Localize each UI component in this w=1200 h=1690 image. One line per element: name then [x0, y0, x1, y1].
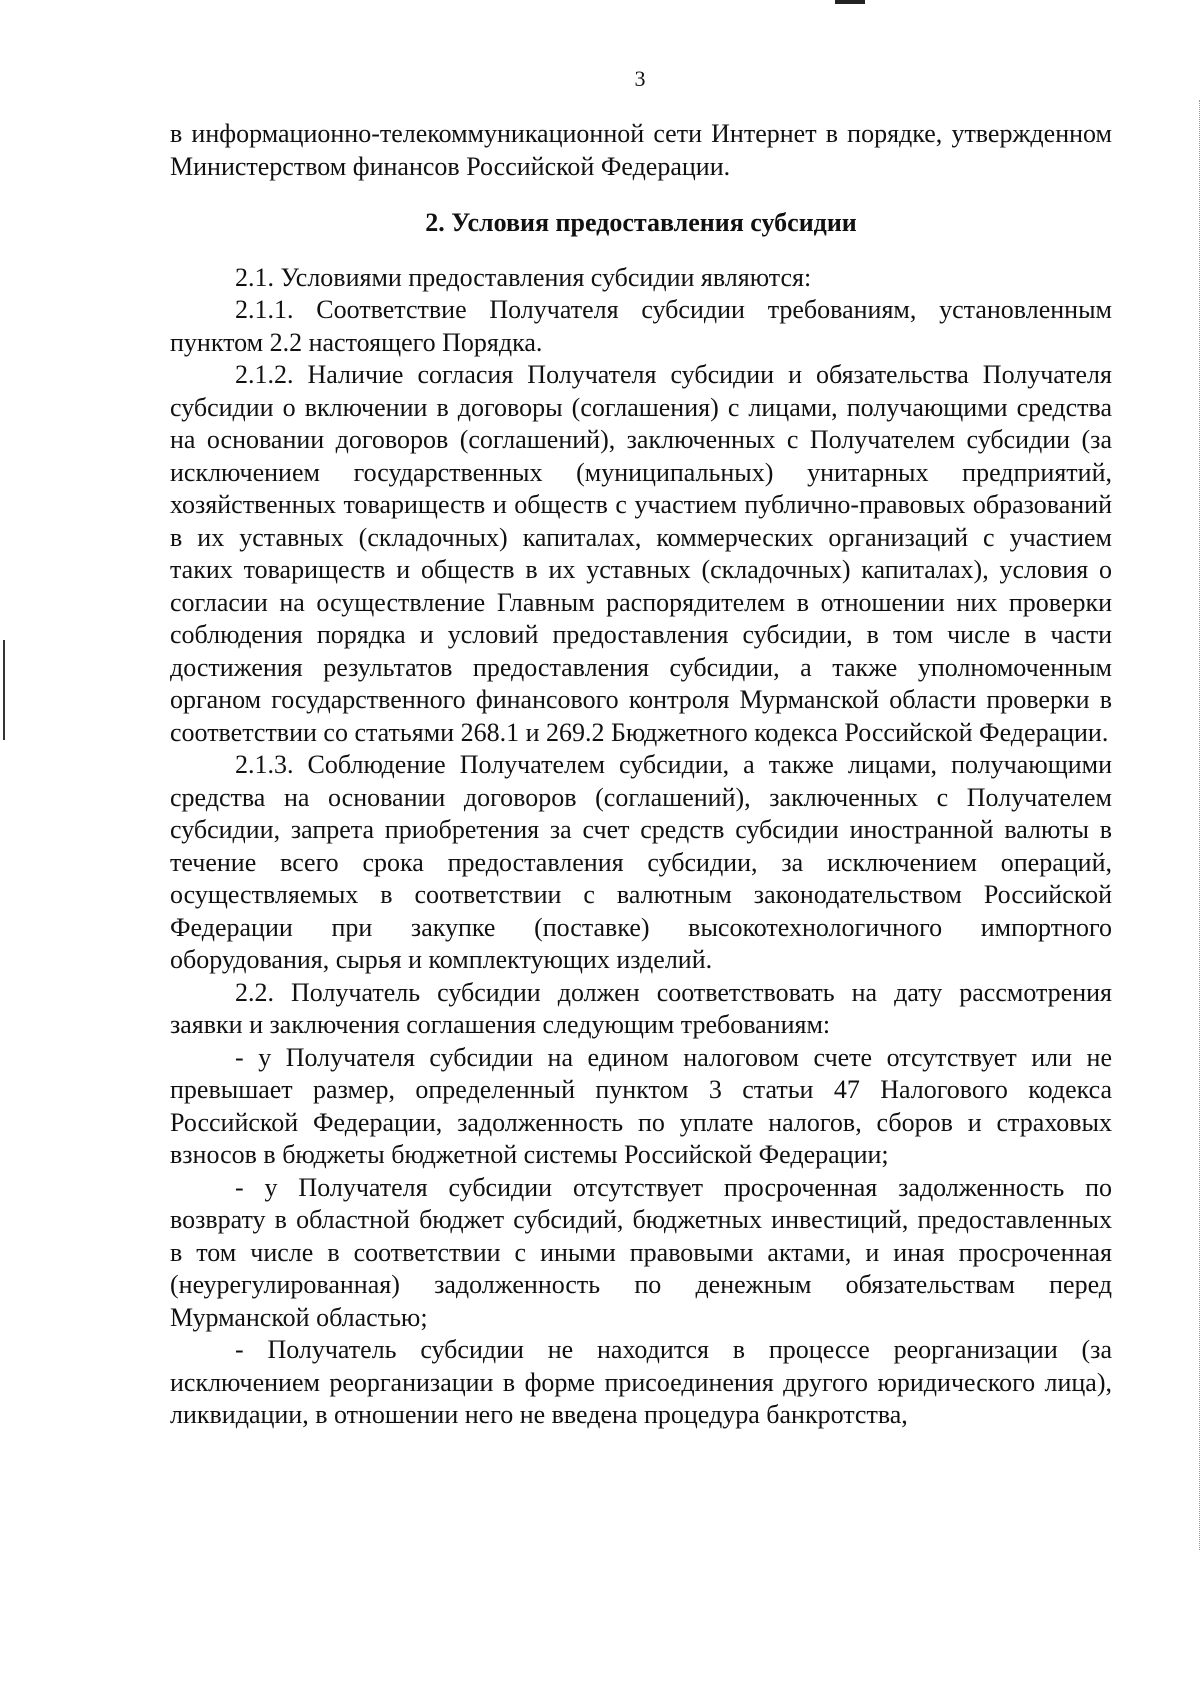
document-body [170, 118, 1112, 1432]
intro-paragraph: в информационно-телекоммуникационной сети Интернет в порядке, утвержденном Министерством финансов Российской Федерации. [170, 119, 1112, 181]
requirement-item-overdue-debt: - у Получателя субсидии отсутствует просроченная задолженность по возврату в областной бюджет субсидий, бюджетных инвестиций, предоставленных в том числе в соответствии с иными правовыми актами, и иная просроченная (неурегулированная) задолженность по денежным обязательствам перед Мурманской областью; [170, 1172, 1112, 1332]
requirement-item-reorganization: - Получатель субсидии не находится в процессе реорганизации (за исключением реорганизации в форме присоединения другого юридического лица), ликвидации, в отношении него не введена процедура банкротства, [170, 1335, 1112, 1429]
paragraph-2-1-1: 2.1.1. Соответствие Получателя субсидии требованиям, установленным пунктом 2.2 настоящего Порядка. [170, 295, 1112, 357]
paragraph-2-1-2: 2.1.2. Наличие согласия Получателя субсидии и обязательства Получателя субсидии о включении в договоры (соглашения) с лицами, получающими средства на основании договоров (соглашений), заключенных с Получателем субсидии (за исключением государственных (муниципальных) унитарных предприятий, хозяйственных товариществ и обществ с участием публично-правовых образований в их уставных (складочных) капиталах, коммерческих организаций с участием таких товариществ и обществ в их уставных (складочных) капиталах), условия о согласии на осуществление Главным распорядителем в отношении них проверки соблюдения порядка и условий предоставления субсидии, в том числе в части достижения результатов предоставления субсидии, а также уполномоченным органом государственного финансового контроля Мурманской области проверки в соответствии со статьями 268.1 и 269.2 Бюджетного кодекса Российской Федерации. [170, 360, 1112, 747]
scan-mark-top [835, 0, 865, 4]
scan-mark-left [3, 640, 5, 740]
page-number: 3 [634, 66, 646, 91]
scan-edge-right [1196, 100, 1200, 1550]
paragraph-2-1-3: 2.1.3. Соблюдение Получателем субсидии, а также лицами, получающими средства на основании договоров (соглашений), заключенных с Получателем субсидии, запрета приобретения за счет средств субсидии иностранной валюты в течение всего срока предоставления субсидии, за исключением операций, осуществляемых в соответствии с валютным законодательством Российской Федерации при закупке (поставке) высокотехнологичного импортного оборудования, сырья и комплектующих изделий. [170, 750, 1112, 974]
paragraph-2-2: 2.2. Получатель субсидии должен соответствовать на дату рассмотрения заявки и заключения соглашения следующим требованиям: [170, 977, 1112, 1039]
section-title: 2. Условия предоставления субсидии [425, 208, 857, 237]
requirement-item-tax-debt: - у Получателя субсидии на едином налоговом счете отсутствует или не превышает размер, определенный пунктом 3 статьи 47 Налогового кодекса Российской Федерации, задолженность по уплате налогов, сборов и страховых взносов в бюджеты бюджетной системы Российской Федерации; [170, 1042, 1112, 1169]
paragraph-2-1: 2.1. Условиями предоставления субсидии являются: [235, 262, 812, 292]
